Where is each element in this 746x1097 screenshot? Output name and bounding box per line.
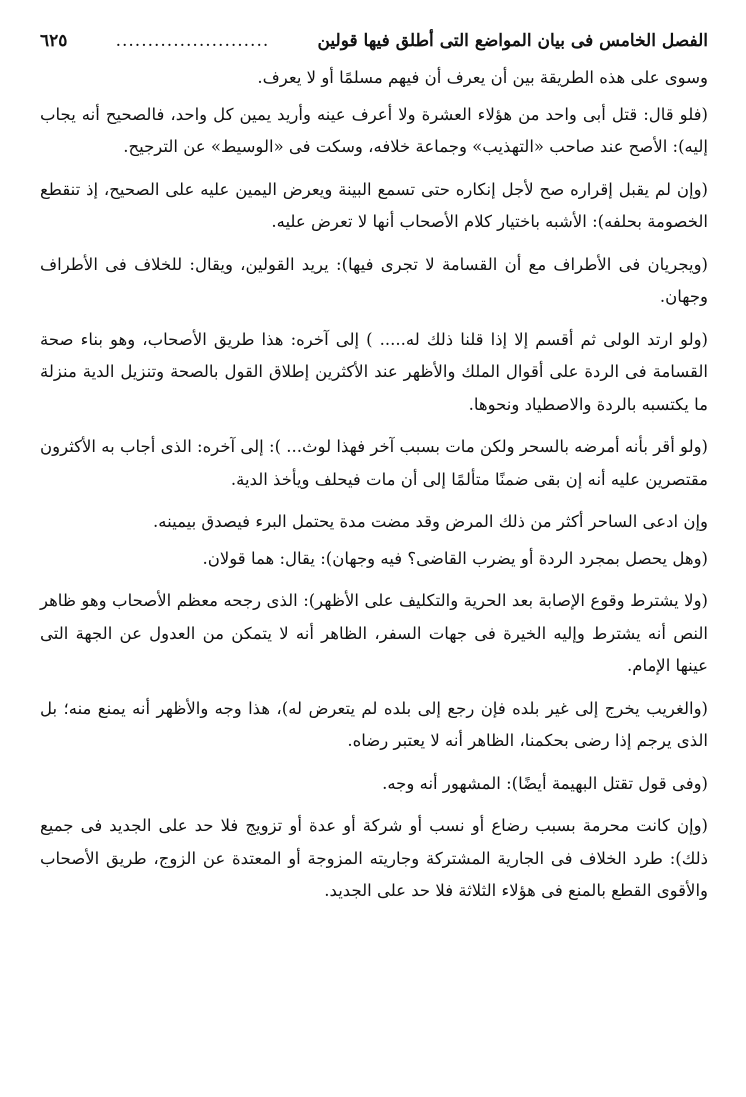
chapter-title: الفصل الخامس فى بيان المواضع التى أطلق فيها قولين: [317, 31, 708, 51]
body-text: [40, 62, 708, 908]
paragraph-7: وإن ادعى الساحر أكثر من ذلك المرض وقد مضت مدة يحتمل البرء فيصدق بيمينه.: [153, 512, 708, 531]
paragraph-2: (فلو قال: قتل أبى واحد من هؤلاء العشرة ولا أعرف عينه وأريد يمين كل واحد، فالصحيح أنه يجاب إليه): الأصح عند صاحب «التهذيب» وجماعة خلافه، وسكت فى «الوسيط» عن الترجيح.: [40, 104, 708, 156]
paragraph-1: وسوى على هذه الطريقة بين أن يعرف أن فيهم مسلمًا أو لا يعرف.: [257, 68, 708, 87]
paragraph-12: (وإن كانت محرمة بسبب رضاع أو نسب أو شركة أو عدة أو تزويج فلا حد على الجديد فى جميع ذلك): طرد الخلاف فى الجارية المشتركة وجاريته المزوجة أو المعتدة عن الزوج، طريق الأصحاب والأقوى القطع بالمنع فى هؤلاء الثلاثة فلا حد على الجديد.: [40, 816, 708, 900]
paragraph-5: (ولو ارتد الولى ثم أقسم إلا إذا قلنا ذلك له..... ) إلى آخره: هذا طريق الأصحاب، وهو بناء صحة القسامة فى الردة على أقوال الملك والأظهر عند الأكثرين إطلاق القول بالصحة وتنزيل الدية منزلة ما يكتسبه بالردة والاصطياد ونحوها.: [40, 329, 708, 414]
paragraph-9: (ولا يشترط وقوع الإصابة بعد الحرية والتكليف على الأظهر): الذى رجحه معظم الأصحاب وهو ظاهر النص أنه يشترط وإليه الخيرة فى جهات السفر، الظاهر أنه لا يتمكن من العدول عن الجهة التى عينها الإمام.: [40, 591, 708, 675]
paragraph-6: (ولو أقر بأنه أمرضه بالسحر ولكن مات بسبب آخر فهذا لوث... ): إلى آخره: الذى أجاب به الأكثرون مقتصرين عليه أنه إن بقى ضمنًا متألمًا إلى أن مات فيحلف ويأخذ الدية.: [40, 437, 708, 489]
paragraph-3: (وإن لم يقبل إقراره صح لأجل إنكاره حتى تسمع البينة ويعرض اليمين عليه على الصحيح، إذ تنقطع الخصومة بحلفه): الأشبه باختيار كلام الأصحاب أنها لا تعرض عليه.: [40, 179, 708, 231]
paragraph-11: (وفى قول تقتل البهيمة أيضًا): المشهور أنه وجه.: [382, 773, 708, 793]
paragraph-10: (والغريب يخرج إلى غير بلده فإن رجع إلى بلده لم يتعرض له)، هذا وجه والأظهر أنه يمنع منه؛ بل الذى يرجم إذا رضى بحكمنا، الظاهر أنه لا يعتبر رضاه.: [40, 698, 708, 750]
leader-dots: ........................: [115, 31, 270, 51]
page-number: ٦٢٥: [40, 31, 68, 51]
paragraph-4: (ويجريان فى الأطراف مع أن القسامة لا تجرى فيها): يريد القولين، ويقال: للخلاف فى الأطراف وجهان.: [40, 254, 708, 306]
running-header: [40, 28, 708, 56]
paragraph-8: (وهل يحصل بمجرد الردة أو يضرب القاضى؟ فيه وجهان): يقال: هما قولان.: [202, 548, 708, 568]
